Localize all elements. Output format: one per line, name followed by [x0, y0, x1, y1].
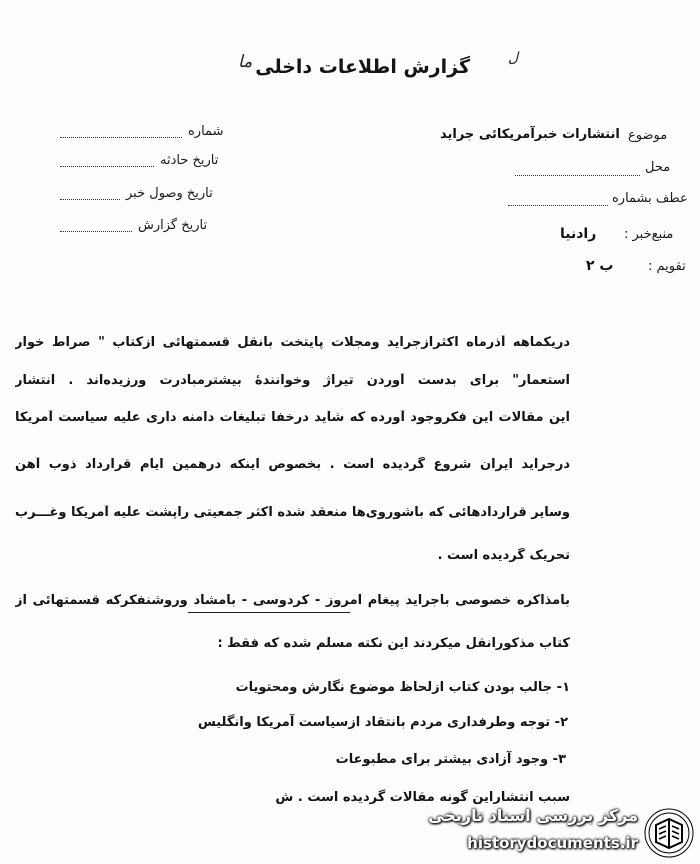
body-line-7: بامذاکره خصوصی باجراید پیغام امروز - کردوسی - بامشاد وروشنفکرکه قسمتهائی از: [15, 593, 570, 608]
field-reference-label: عطف بشماره: [612, 191, 688, 206]
body-line-1: دریکماهه آذرماه اکثرازجراید ومجلات پایتخت بانقل قسمتهائی ازکتاب " صراط خوار: [15, 335, 570, 350]
closing-line: سبب انتشاراین گونه مقالات گردیده است . ش: [275, 790, 570, 805]
field-source-value: رادنیا: [560, 226, 597, 242]
field-reference-line: [508, 205, 608, 206]
body-line-5: وسایر قراردادهائی که باشوروی‌ها منعقد شده اکثر جمعیتی راپشت علیه آمریکا وغـــرب: [15, 505, 570, 520]
watermark: [408, 800, 700, 864]
field-calendar-label: تقویم :: [648, 259, 686, 274]
field-receipt-date-line: [60, 199, 120, 200]
body-line-4: درجراید ایران شروع گردیده است . بخصوص اینکه درهمین ایام قرارداد ذوب آهن: [15, 457, 570, 472]
body-line-8: کتاب مذکورانقل میکردند این نکته مسلم شده که فقط :: [217, 636, 570, 651]
field-incident-date-line: [60, 166, 154, 167]
handwritten-underline: [188, 612, 350, 613]
field-source-label: منبع‌خبر :: [624, 227, 674, 242]
field-location-label: محل: [645, 160, 671, 175]
field-location-line: [515, 175, 640, 176]
field-number-label: شماره: [188, 124, 224, 139]
document-title: گزارش اطلاعات داخلی: [255, 56, 470, 78]
field-number-line: [60, 137, 182, 138]
field-report-date-label: تاریخ گزارش: [138, 218, 208, 233]
watermark-url: historydocuments.ir: [467, 834, 638, 852]
body-line-6: تحریک گردیده است .: [437, 548, 570, 563]
handwritten-mark-right: ل: [508, 50, 519, 66]
list-item-1: ۱- جالب بودن کتاب ازلحاظ موضوع نگارش ومحتویات: [235, 680, 570, 695]
list-item-3: ۳- وجود آزادی بیشتر برای مطبوعات: [335, 752, 566, 767]
handwritten-mark-left: ما: [238, 52, 253, 72]
list-item-2: ۲- توجه وطرفداری مردم بانتقاد ازسیاست آمریکا وانگلیس: [197, 715, 568, 730]
field-subject-label: موضوع: [628, 128, 668, 143]
watermark-title: مرکز بررسی اسناد تاریخی: [428, 806, 638, 825]
body-line-2: استعمار" برای بدست آوردن تیراژ وخوانندهٔ بیشترمبادرت ورزیده‌اند . انتشار: [15, 373, 570, 388]
archive-logo-icon: [644, 808, 694, 858]
field-report-date-line: [60, 231, 132, 232]
field-incident-date-label: تاریخ حادثه: [160, 153, 219, 168]
field-calendar-value: ب ۲: [586, 258, 614, 274]
field-subject-value: انتشارات خبرآمریکائی جراید: [440, 127, 620, 142]
body-line-3: این مقالات این فکروجود آورده که شاید درخفا تبلیغات دامنه داری علیه سیاست آمریکا: [15, 410, 570, 425]
field-receipt-date-label: تاریخ وصول خبر: [126, 186, 213, 201]
